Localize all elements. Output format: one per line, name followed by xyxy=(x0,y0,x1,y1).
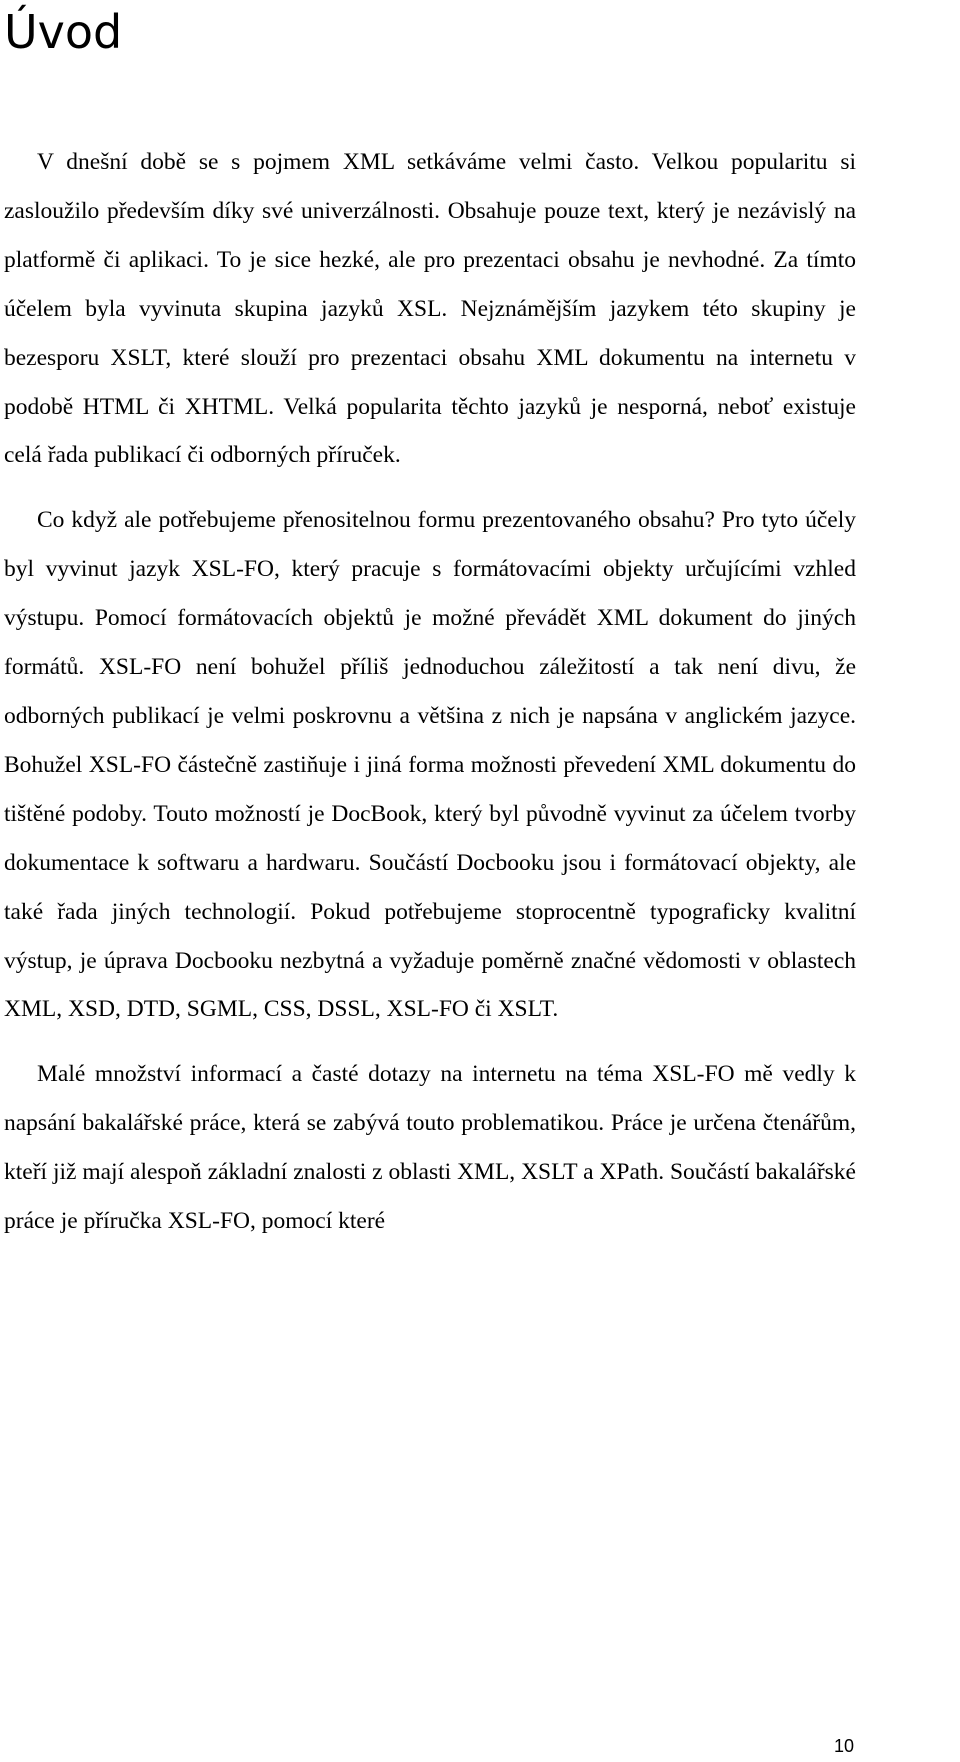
body-text xyxy=(4,138,856,1246)
paragraph-intro: V dnešní době se s pojmem XML setkáváme velmi často. Velkou popularitu si zasloužilo především díky své univerzálnosti. Obsahuje pouze text, který je nezávislý na platformě či aplikaci. To je sice hezké, ale pro prezentaci obsahu je nevhodné. Za tímto účelem byla vyvinuta skupina jazyků XSL. Nejznámějším jazykem této skupiny je bezesporu XSLT, které slouží pro prezentaci obsahu XML dokumentu na internetu v podobě HTML či XHTML. Velká popularita těchto jazyků je nesporná, neboť existuje celá řada publikací či odborných příruček. xyxy=(4,149,856,469)
chapter-heading: Úvod xyxy=(4,5,123,59)
paragraph-motivation: Malé množství informací a časté dotazy na internetu na téma XSL-FO mě vedly k napsání bakalářské práce, která se zabývá touto problematikou. Práce je určena čtenářům, kteří již mají alespoň základní znalosti z oblasti XML, XSLT a XPath. Součástí bakalářské práce je příručka XSL-FO, pomocí které xyxy=(4,1061,856,1235)
page-number: 10 xyxy=(833,1736,854,1756)
paragraph-xsl-fo: Co když ale potřebujeme přenositelnou formu prezentovaného obsahu? Pro tyto účely byl vyvinut jazyk XSL-FO, který pracuje s formátovacími objekty určujícími vzhled výstupu. Pomocí formátovacích objektů je možné převádět XML dokument do jiných formátů. XSL-FO není bohužel příliš jednoduchou záležitostí a tak není divu, že odborných publikací je velmi poskrovnu a většina z nich je napsána v anglickém jazyce. Bohužel XSL-FO částečně zastiňuje i jiná forma možnosti převedení XML dokumentu do tištěné podoby. Touto možností je DocBook, který byl původně vyvinut za účelem tvorby dokumentace k softwaru a hardwaru. Součástí Docbooku jsou i formátovací objekty, ale také řada jiných technologií. Pokud potřebujeme stoprocentně typograficky kvalitní výstup, je úprava Docbooku nezbytná a vyžaduje poměrně značné vědomosti v oblastech XML, XSD, DTD, SGML, CSS, DSSL, XSL-FO či XSLT. xyxy=(4,507,856,1023)
